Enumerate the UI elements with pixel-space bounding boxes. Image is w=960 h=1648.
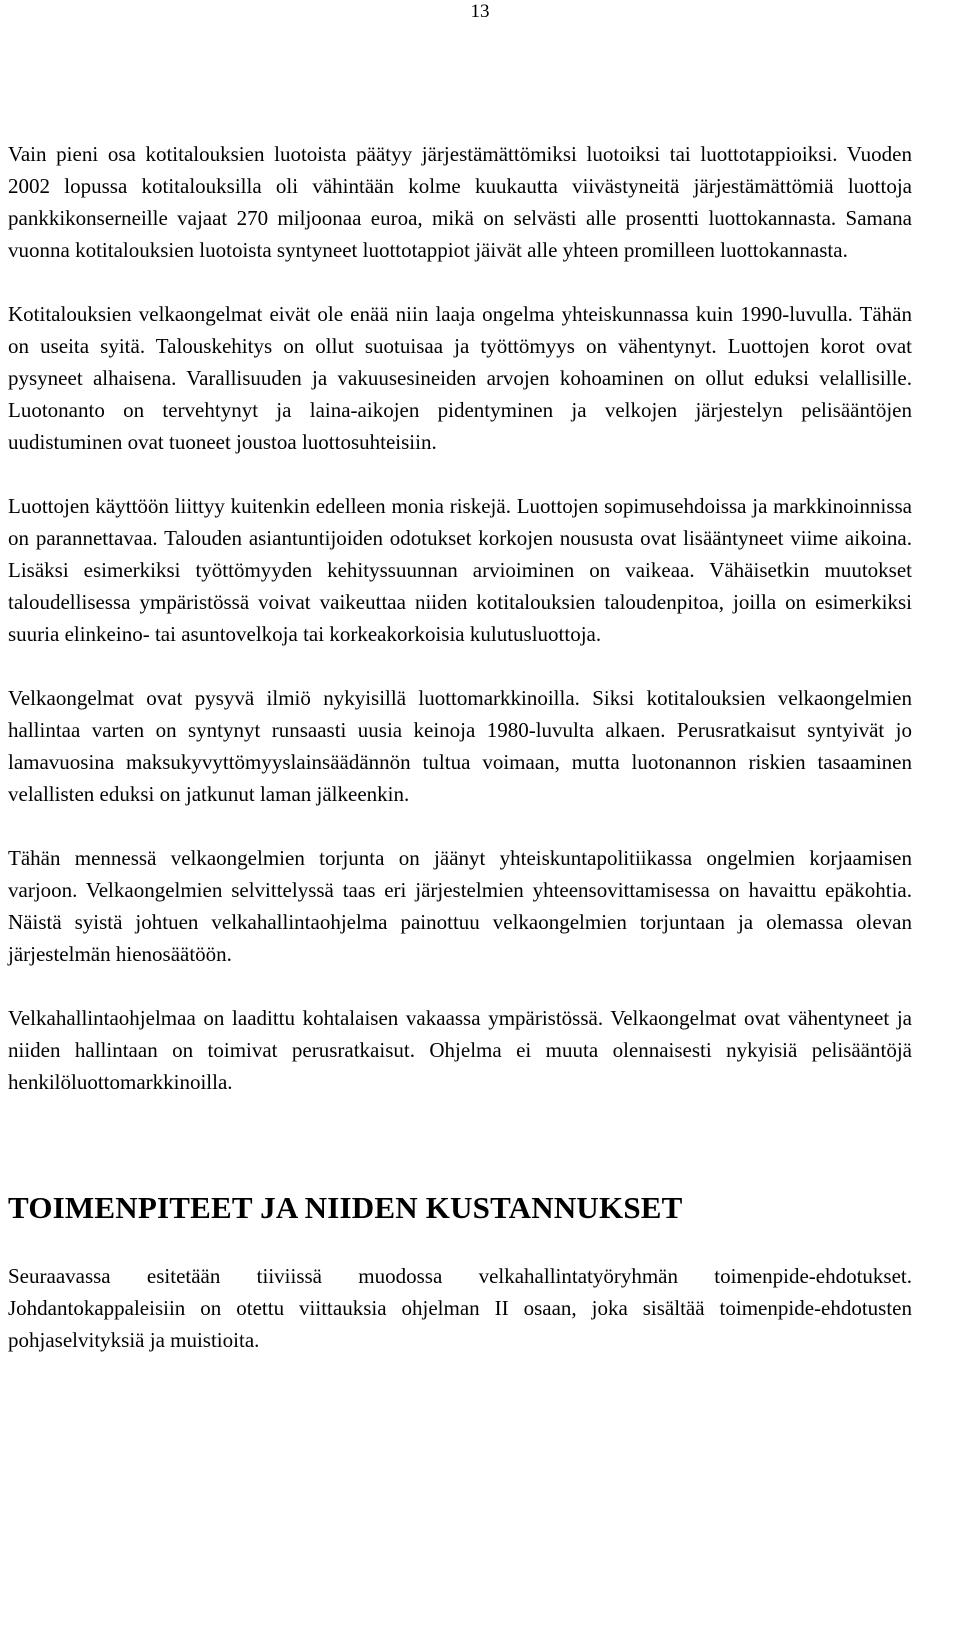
paragraph-1: Vain pieni osa kotitalouksien luotoista päätyy järjestämättömiksi luotoiksi tai luottotappioiksi. Vuoden 2002 lopussa kotitalouksilla oli vähintään kolme kuukautta viivästyneitä järjestämättömiä luottoja pankkikonserneille vajaat 270 miljoonaa euroa, mikä on selvästi alle prosentti luottokannasta. Samana vuonna kotitalouksien luotoista syntyneet luottotappiot jäivät alle yhteen promilleen luottokannasta. [8,142,912,262]
page-number: 13 [470,1,490,22]
section-intro-paragraph: Seuraavassa esitetään tiiviissä muodossa velkahallintatyöryhmän toimenpide-ehdotukset. Johdantokappaleisiin on otettu viittauksia ohjelman II osaan, joka sisältää toimenpide-ehdotusten pohjaselvityksiä ja muistioita. [8,1264,912,1352]
paragraph-6: Velkahallintaohjelmaa on laadittu kohtalaisen vakaassa ympäristössä. Velkaongelmat ovat vähentyneet ja niiden hallintaan on toimivat perusratkaisut. Ohjelma ei muuta olennaisesti nykyisiä pelisääntöjä henkilöluottomarkkinoilla. [8,1006,912,1094]
paragraph-3: Luottojen käyttöön liittyy kuitenkin edelleen monia riskejä. Luottojen sopimusehdoissa ja markkinoinnissa on parannettavaa. Talouden asiantuntijoiden odotukset korkojen noususta ovat lisääntyneet viime aikoina. Lisäksi esimerkiksi työttömyyden kehityssuunnan arvioiminen on vaikeaa. Vähäisetkin muutokset taloudellisessa ympäristössä voivat vaikeuttaa niiden kotitalouksien taloudenpitoa, joilla on esimerkiksi suuria elinkeino- tai asuntovelkoja tai korkeakorkoisia kulutusluottoja. [8,494,912,646]
paragraph-2: Kotitalouksien velkaongelmat eivät ole enää niin laaja ongelma yhteiskunnassa kuin 1990-luvulla. Tähän on useita syitä. Talouskehitys on ollut suotuisaa ja työttömyys on vähentynyt. Luottojen korot ovat pysyneet alhaisena. Varallisuuden ja vakuusesineiden arvojen kohoaminen on ollut eduksi velallisille. Luotonanto on tervehtynyt ja laina-aikojen pidentyminen ja velkojen järjestelyn pelisääntöjen uudistuminen ovat tuoneet joustoa luottosuhteisiin. [8,302,912,454]
paragraph-5: Tähän mennessä velkaongelmien torjunta on jäänyt yhteiskuntapolitiikassa ongelmien korjaamisen varjoon. Velkaongelmien selvittelyssä taas eri järjestelmien yhteensovittamisessa on havaittu epäkohtia. Näistä syistä johtuen velkahallintaohjelma painottuu velkaongelmien torjuntaan ja olemassa olevan järjestelmän hienosäätöön. [8,846,912,966]
section-heading: TOIMENPITEET JA NIIDEN KUSTANNUKSET [8,1190,683,1225]
document-body [8,138,912,1356]
paragraph-4: Velkaongelmat ovat pysyvä ilmiö nykyisillä luottomarkkinoilla. Siksi kotitalouksien velkaongelmien hallintaa varten on syntynyt runsaasti uusia keinoja 1980-luvulta alkaen. Perusratkaisut syntyivät jo lamavuosina maksukyvyttömyyslainsäädännön tultua voimaan, mutta luotonannon riskien tasaaminen velallisten eduksi on jatkunut laman jälkeenkin. [8,686,912,806]
